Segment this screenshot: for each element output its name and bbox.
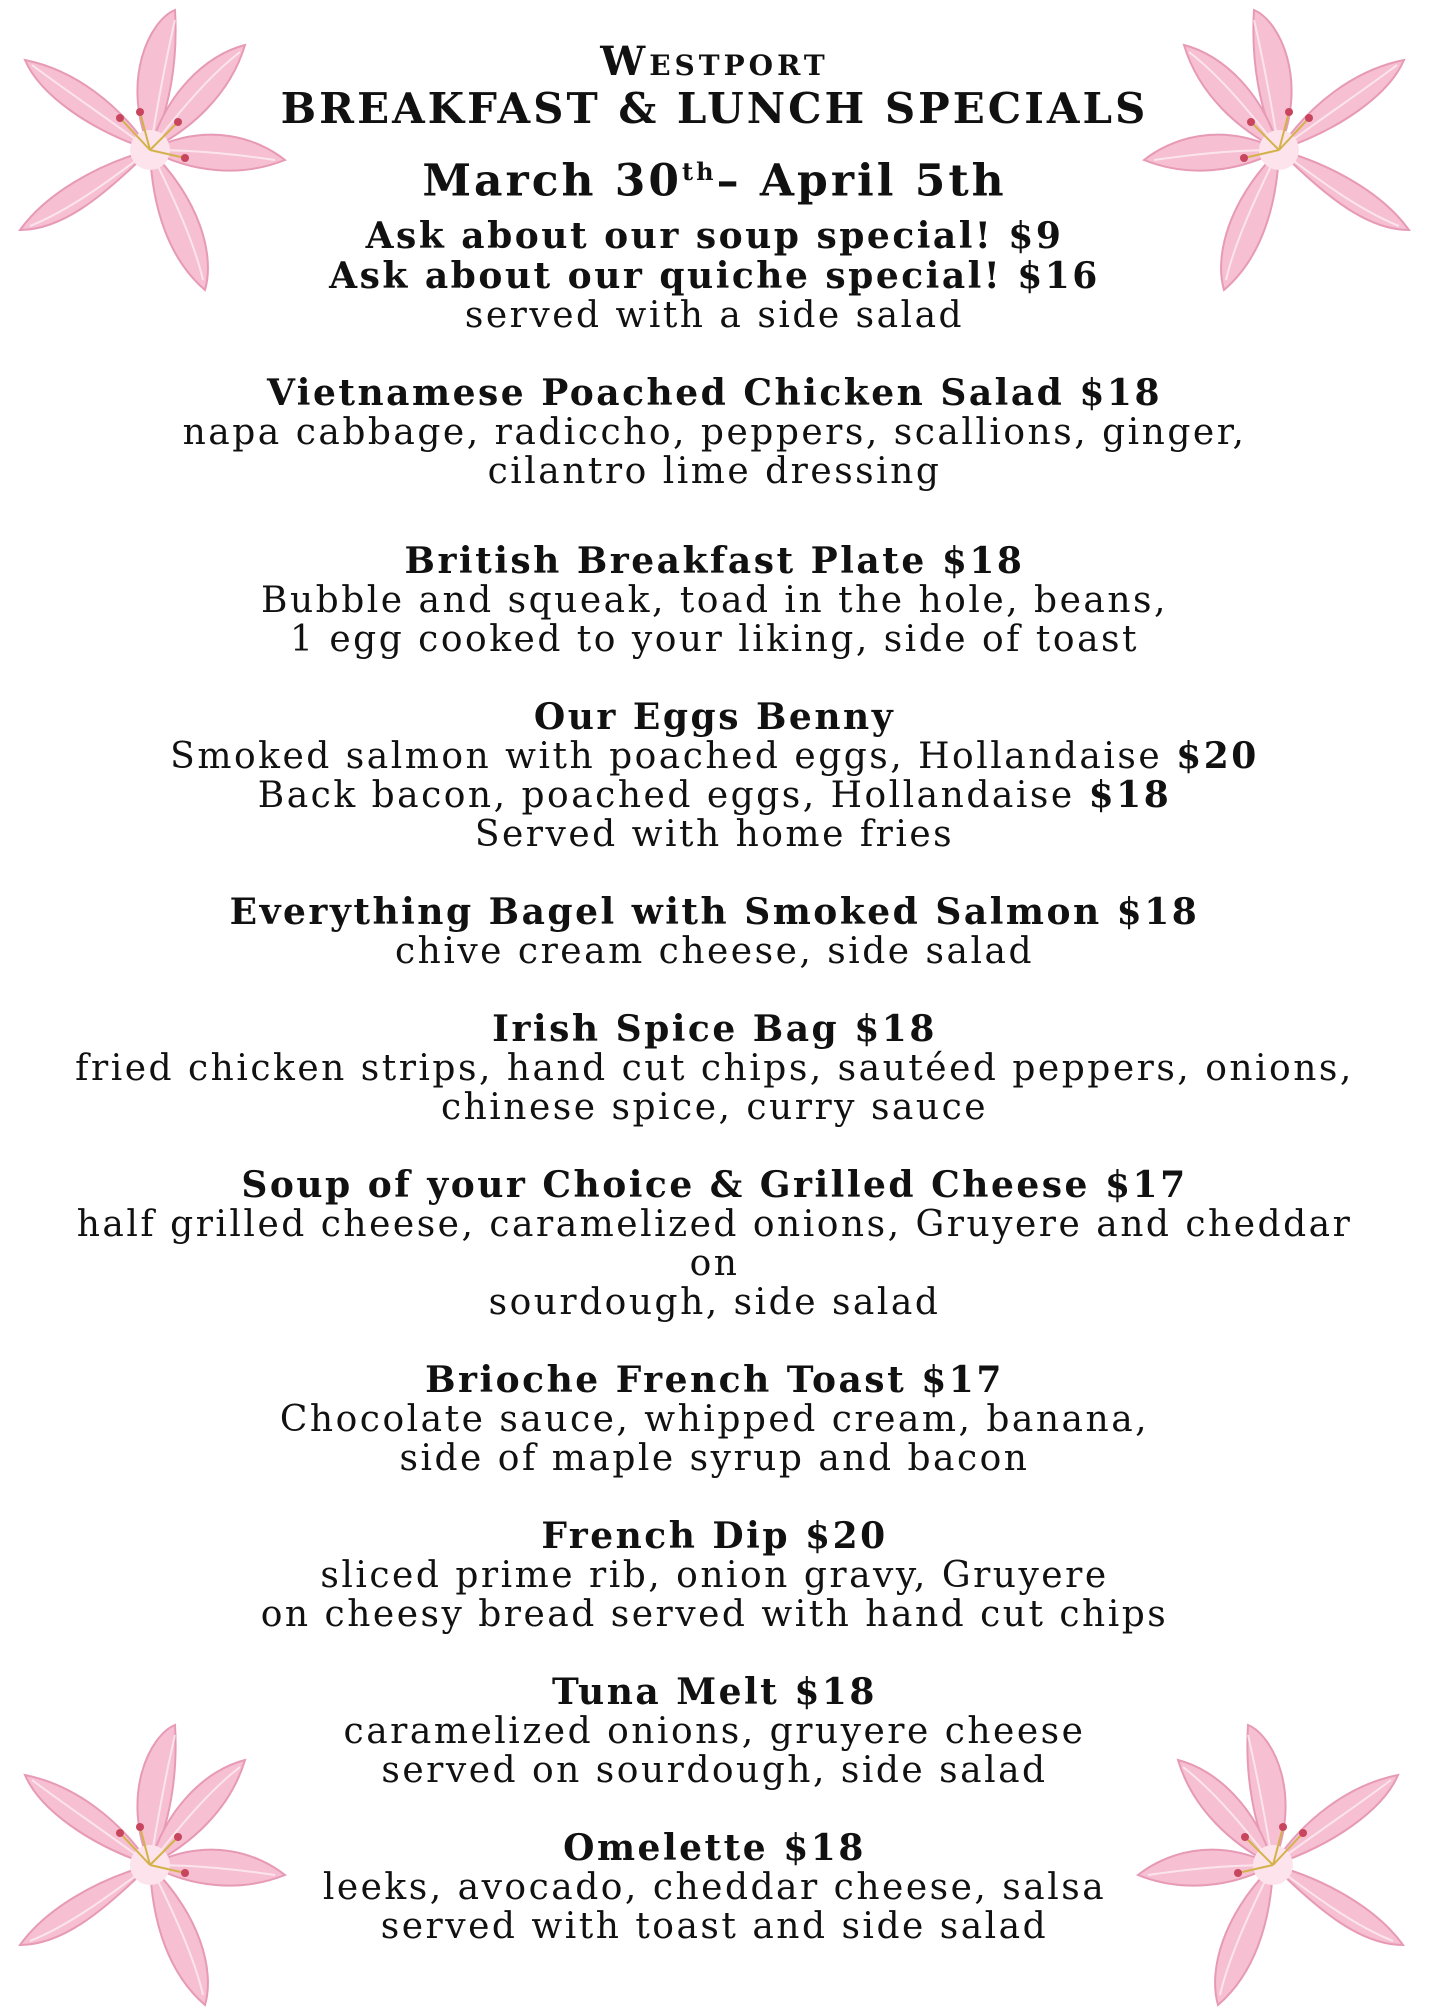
quiche-special: Ask about our quiche special! $16 [329, 254, 1100, 297]
item-desc-line [60, 734, 1369, 777]
item-desc-line: cilantro lime dressing [487, 450, 942, 492]
menu-item [60, 541, 1369, 659]
item-price: $20 [1176, 734, 1259, 777]
menu [60, 40, 1369, 1946]
item-desc-line: served with toast and side salad [380, 1905, 1049, 1947]
item-desc-text: Back bacon, poached eggs, Hollandaise [257, 774, 1075, 816]
item-title: Our Eggs Benny [533, 695, 896, 738]
item-desc-line: chinese spice, curry sauce [440, 1086, 989, 1128]
item-desc-line: caramelized onions, gruyere cheese [343, 1710, 1086, 1752]
item-desc-line: half grilled cheese, caramelized onions, Gruyere and cheddar on [76, 1203, 1353, 1284]
item-title: French Dip $20 [541, 1514, 888, 1557]
item-title: British Breakfast Plate $18 [404, 539, 1025, 582]
item-title: Omelette $18 [563, 1826, 866, 1869]
item-desc-line: chive cream cheese, side salad [394, 930, 1035, 972]
menu-item [60, 1009, 1369, 1127]
specials-callouts [60, 216, 1369, 335]
menu-item [60, 1672, 1369, 1790]
item-title: Soup of your Choice & Grilled Cheese $17 [241, 1163, 1188, 1206]
item-desc-line: 1 egg cooked to your liking, side of toast [290, 618, 1139, 660]
date-suffix: th [682, 157, 717, 186]
menu-item [60, 892, 1369, 971]
date-end: – April 5th [716, 155, 1007, 207]
menu-item [60, 373, 1369, 491]
item-desc-line: Chocolate sauce, whipped cream, banana, [279, 1398, 1150, 1440]
item-desc-line: leeks, avocado, cheddar cheese, salsa [322, 1866, 1107, 1908]
item-title: Brioche French Toast $17 [425, 1358, 1004, 1401]
item-title: Vietnamese Poached Chicken Salad $18 [266, 371, 1162, 414]
item-desc-line: on cheesy bread served with hand cut chips [260, 1593, 1169, 1635]
item-title: Irish Spice Bag $18 [492, 1007, 937, 1050]
item-desc-line: Served with home fries [474, 813, 955, 855]
menu-item [60, 1165, 1369, 1322]
menu-item [60, 1516, 1369, 1634]
item-desc-line: served on sourdough, side salad [381, 1749, 1048, 1791]
menu-item [60, 1828, 1369, 1946]
item-title: Tuna Melt $18 [552, 1670, 877, 1713]
callout-note: served with a side salad [464, 294, 965, 336]
menu-headline: BREAKFAST & LUNCH SPECIALS [280, 84, 1149, 133]
item-title: Everything Bagel with Smoked Salmon $18 [229, 890, 1200, 933]
item-desc-line: side of maple syrup and bacon [399, 1437, 1030, 1479]
item-desc-line [60, 773, 1369, 816]
date-start: March 30 [422, 155, 683, 207]
soup-special: Ask about our soup special! $9 [365, 214, 1064, 257]
date-range [60, 144, 1369, 210]
item-price: $18 [1088, 773, 1172, 816]
menu-item [60, 697, 1369, 854]
restaurant-name: Westport [600, 38, 829, 85]
item-desc-line: sliced prime rib, onion gravy, Gruyere [320, 1554, 1109, 1596]
item-desc-line: sourdough, side salad [488, 1281, 941, 1323]
menu-item [60, 1360, 1369, 1478]
item-desc-text: Smoked salmon with poached eggs, Hollandaise [170, 735, 1163, 777]
item-desc-line: fried chicken strips, hand cut chips, sautéed peppers, onions, [75, 1047, 1354, 1089]
item-desc-line: Bubble and squeak, toad in the hole, beans, [261, 579, 1168, 621]
item-desc-line: napa cabbage, radiccho, peppers, scallions, ginger, [182, 411, 1247, 453]
